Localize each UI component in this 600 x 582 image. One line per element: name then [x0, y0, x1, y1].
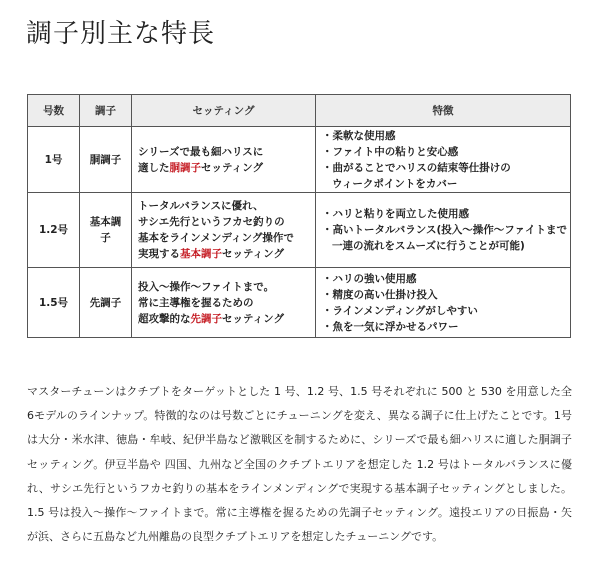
feature-item: ・柔軟な使用感 — [322, 129, 396, 142]
setting-text: セッティング — [222, 312, 284, 325]
row-number-cell: 1.2号 — [28, 193, 80, 268]
setting-text: セッティング — [222, 248, 284, 260]
header-action: 調子 — [80, 95, 132, 127]
setting-text: 常に主導権を握るための — [138, 296, 254, 309]
table-row — [28, 268, 571, 338]
row-setting-cell — [132, 127, 316, 193]
description-paragraph: マスターチューンはクチブトをターゲットとした 1 号、1.2 号、1.5 号それぞれに 500 と 530 を用意した全6モデルのラインナップ。特徴的なのは号数ごとにチューニングを変え、異なる調子に仕上げたことです。1号は大分・米水津、徳島・牟岐、紀伊半島など激戦区を制するために、シリーズで最も細ハリスに適した胴調子セッティング。伊豆半島や 四国、九州など全国のクチブトエリアを想定した 1.2 号はトータルバランスに優れ、サシエ先行というフカセ釣りの基本をラインメンディングで実現する基本調子セッティングとしました。1.5 号は投入〜操作〜ファイトまで。常に主導権を握るための先調子セッティング。遠投エリアの日振島・矢が浜、さらに五島など九州離島の良型クチブトエリアを想定したチューニングです。 — [27, 385, 572, 544]
feature-item: ・ハリの強い使用感 — [322, 272, 417, 285]
header-number: 号数 — [28, 95, 80, 127]
table-row — [28, 193, 571, 268]
feature-item: ・ハリと粘りを両立した使用感 — [322, 208, 469, 220]
table-header-row — [28, 95, 571, 127]
row-setting-cell — [132, 193, 316, 268]
row-features-cell — [316, 268, 571, 338]
page-title: 調子別主な特長 — [26, 19, 216, 49]
setting-text: トータルバランスに優れ、 — [138, 200, 264, 212]
feature-item: ・魚を一気に浮かせるパワー — [322, 320, 459, 333]
row-setting-cell — [132, 268, 316, 338]
row-action-cell: 基本調子 — [80, 193, 132, 268]
row-number-cell: 1号 — [28, 127, 80, 193]
row-action-cell: 先調子 — [80, 268, 132, 338]
setting-text: サシエ先行というフカセ釣りの — [138, 216, 285, 228]
setting-highlight: 胴調子 — [169, 161, 201, 174]
feature-item: ・曲がることでハリスの結束等仕掛けの — [322, 161, 511, 174]
feature-item: 一連の流れをスムーズに行うことが可能) — [332, 240, 525, 252]
feature-item: ウィークポイントをカバー — [332, 177, 458, 190]
setting-highlight: 先調子 — [190, 312, 222, 325]
setting-text: シリーズで最も細ハリスに — [138, 145, 264, 158]
row-features-cell — [316, 193, 571, 268]
row-features-cell — [316, 127, 571, 193]
setting-line — [138, 160, 309, 176]
setting-text: 実現する — [138, 248, 180, 260]
setting-line — [138, 279, 309, 295]
feature-item: ・ラインメンディングがしやすい — [322, 304, 478, 317]
setting-text: 投入〜操作〜ファイトまで。 — [138, 280, 275, 293]
setting-line — [138, 295, 309, 311]
feature-item: ・ファイト中の粘りと安心感 — [322, 145, 459, 158]
setting-text: 基本をラインメンディング操作で — [138, 232, 294, 244]
row-number-cell: 1.5号 — [28, 268, 80, 338]
spec-table — [27, 94, 571, 338]
setting-line — [138, 311, 309, 327]
setting-line — [138, 246, 309, 262]
row-action-cell: 胴調子 — [80, 127, 132, 193]
header-features: 特徴 — [316, 95, 571, 127]
setting-line — [138, 198, 309, 214]
feature-item: ・高いトータルバランス(投入〜操作〜ファイトまで — [322, 224, 568, 236]
header-setting: セッティング — [132, 95, 316, 127]
setting-line — [138, 214, 309, 230]
setting-highlight: 基本調子 — [180, 248, 222, 260]
setting-text: 超攻撃的な — [138, 312, 191, 325]
setting-line — [138, 230, 309, 246]
table-row — [28, 127, 571, 193]
setting-text: 適した — [138, 161, 170, 174]
setting-text: セッティング — [201, 161, 263, 174]
feature-item: ・精度の高い仕掛け投入 — [322, 288, 438, 301]
setting-line — [138, 144, 309, 160]
